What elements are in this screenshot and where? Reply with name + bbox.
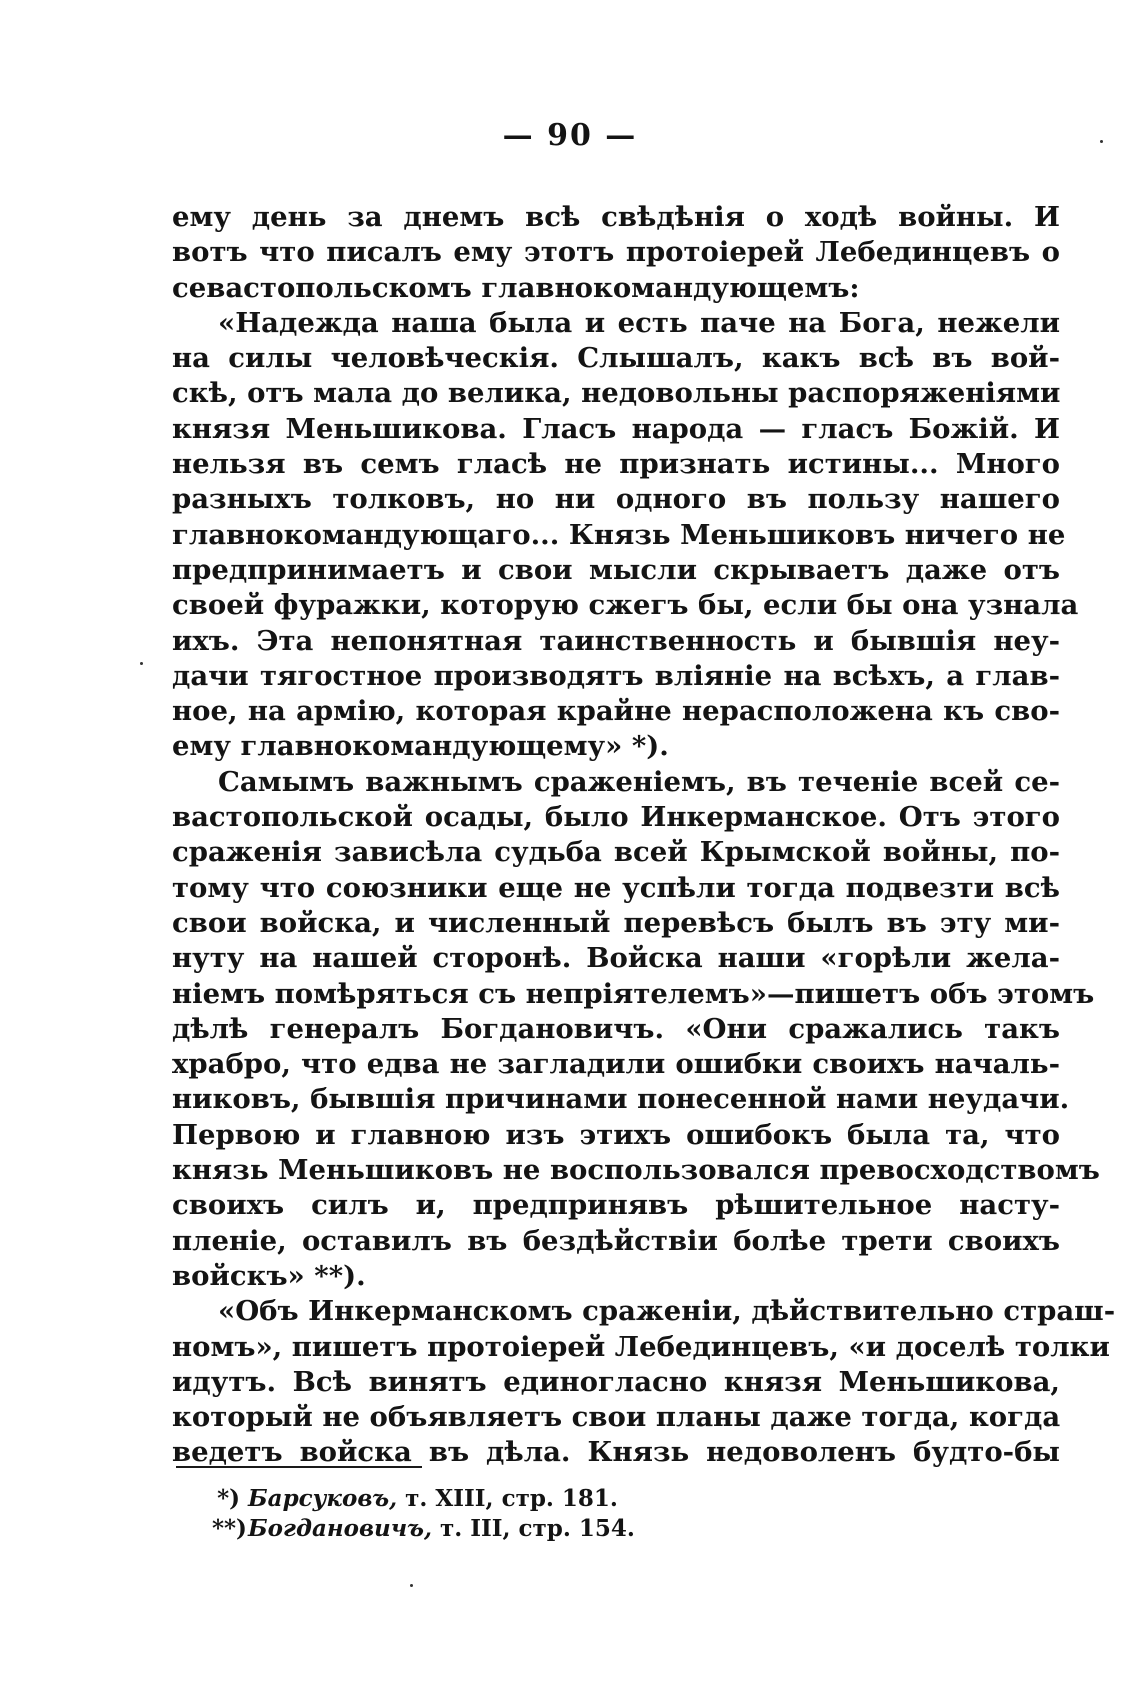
text-line: предпринимаетъ и свои мысли скрываетъ даже отъ	[172, 553, 1060, 586]
text-line: «Надежда наша была и есть паче на Бога, нежели	[218, 306, 1060, 339]
text-line: князя Меньшикова. Гласъ народа — гласъ Божій. И	[172, 412, 1060, 445]
text-line: на силы человѣческія. Слышалъ, какъ всѣ въ вой-	[172, 342, 1060, 375]
text-line: нуту на нашей сторонѣ. Войска наши «горѣли жела-	[172, 942, 1060, 975]
text-line: храбро, что едва не загладили ошибки своихъ началь-	[172, 1048, 1060, 1081]
text-line: войскъ» **).	[172, 1259, 366, 1292]
text-line: сраженія зависѣла судьба всей Крымской войны, по-	[172, 836, 1060, 869]
text-line: дачи тягостное производятъ вліяніе на всѣхъ, а глав-	[172, 659, 1060, 692]
footnote-rule	[176, 1466, 422, 1468]
text-line: вастопольской осады, было Инкерманское. Отъ этого	[172, 801, 1060, 834]
footnote-reference: т. III, стр. 154.	[431, 1515, 635, 1542]
footnotes	[212, 1484, 812, 1544]
text-line: князь Меньшиковъ не воспользовался превосходствомъ	[172, 1154, 1100, 1187]
text-line: номъ», пишетъ протоіерей Лебединцевъ, «и доселѣ толки	[172, 1330, 1110, 1363]
footnote-marker: **)	[212, 1515, 247, 1542]
text-line: ихъ. Эта непонятная таинственность и бывшія неу-	[172, 624, 1060, 657]
text-line: дѣлѣ генералъ Богдановичъ. «Они сражались такъ	[172, 1012, 1060, 1045]
text-line: тому что союзники еще не успѣли тогда подвезти всѣ	[172, 871, 1060, 904]
footnote	[212, 1484, 812, 1514]
text-line: никовъ, бывшія причинами понесенной нами неудачи.	[172, 1083, 1070, 1116]
text-line: Самымъ важнымъ сраженіемъ, въ теченіе всей се-	[218, 765, 1060, 798]
text-line: ему главнокомандующему» *).	[172, 730, 669, 763]
text-line: ніемъ помѣряться съ непріятелемъ»—пишетъ объ этомъ	[172, 977, 1095, 1010]
footnote-author: Богдановичъ,	[248, 1515, 432, 1542]
scan-speck	[1100, 140, 1103, 143]
text-line: ведетъ войска въ дѣла. Князь недоволенъ будто-бы	[172, 1436, 1060, 1469]
text-line: ное, на армію, которая крайне нерасположена къ сво-	[172, 695, 1060, 728]
text-line: свои войска, и численный перевѣсъ былъ въ эту ми-	[172, 906, 1060, 939]
body-text	[172, 200, 1116, 1471]
text-line: главнокомандующаго... Князь Меньшиковъ ничего не	[172, 518, 1066, 551]
footnote-marker: *)	[217, 1485, 240, 1512]
text-line: нельзя въ семъ гласѣ не признать истины... Много	[172, 448, 1060, 481]
scan-speck	[140, 662, 143, 665]
text-line: Первою и главною изъ этихъ ошибокъ была та, что	[172, 1118, 1060, 1151]
text-line: ему день за днемъ всѣ свѣдѣнія о ходѣ войны. И	[172, 201, 1060, 233]
text-line: вотъ что писалъ ему этотъ протоіерей Лебединцевъ о	[172, 236, 1060, 269]
text-line: скѣ, отъ мала до велика, недовольны распоряженіями	[172, 377, 1061, 410]
text-line: идутъ. Всѣ винятъ единогласно князя Меньшикова,	[172, 1365, 1060, 1398]
scan-speck	[410, 1584, 413, 1587]
text-line: который не объявляетъ свои планы даже тогда, когда	[172, 1401, 1061, 1434]
text-line: севастопольскомъ главнокомандующемъ:	[172, 271, 860, 304]
text-line: пленіе, оставилъ въ бездѣйствіи болѣе трети своихъ	[172, 1224, 1060, 1257]
text-line: своей фуражки, которую сжегъ бы, если бы она узнала	[172, 589, 1079, 622]
text-line: «Объ Инкерманскомъ сраженіи, дѣйствительно страш-	[218, 1295, 1116, 1328]
footnote	[212, 1514, 812, 1544]
page-number: — 90 —	[502, 118, 638, 153]
footnote-reference: т. XIII, стр. 181.	[397, 1485, 618, 1512]
text-line: разныхъ толковъ, но ни одного въ пользу нашего	[172, 483, 1060, 516]
footnote-author: Барсуковъ,	[248, 1485, 398, 1512]
text-line: своихъ силъ и, предпринявъ рѣшительное насту-	[172, 1189, 1060, 1222]
